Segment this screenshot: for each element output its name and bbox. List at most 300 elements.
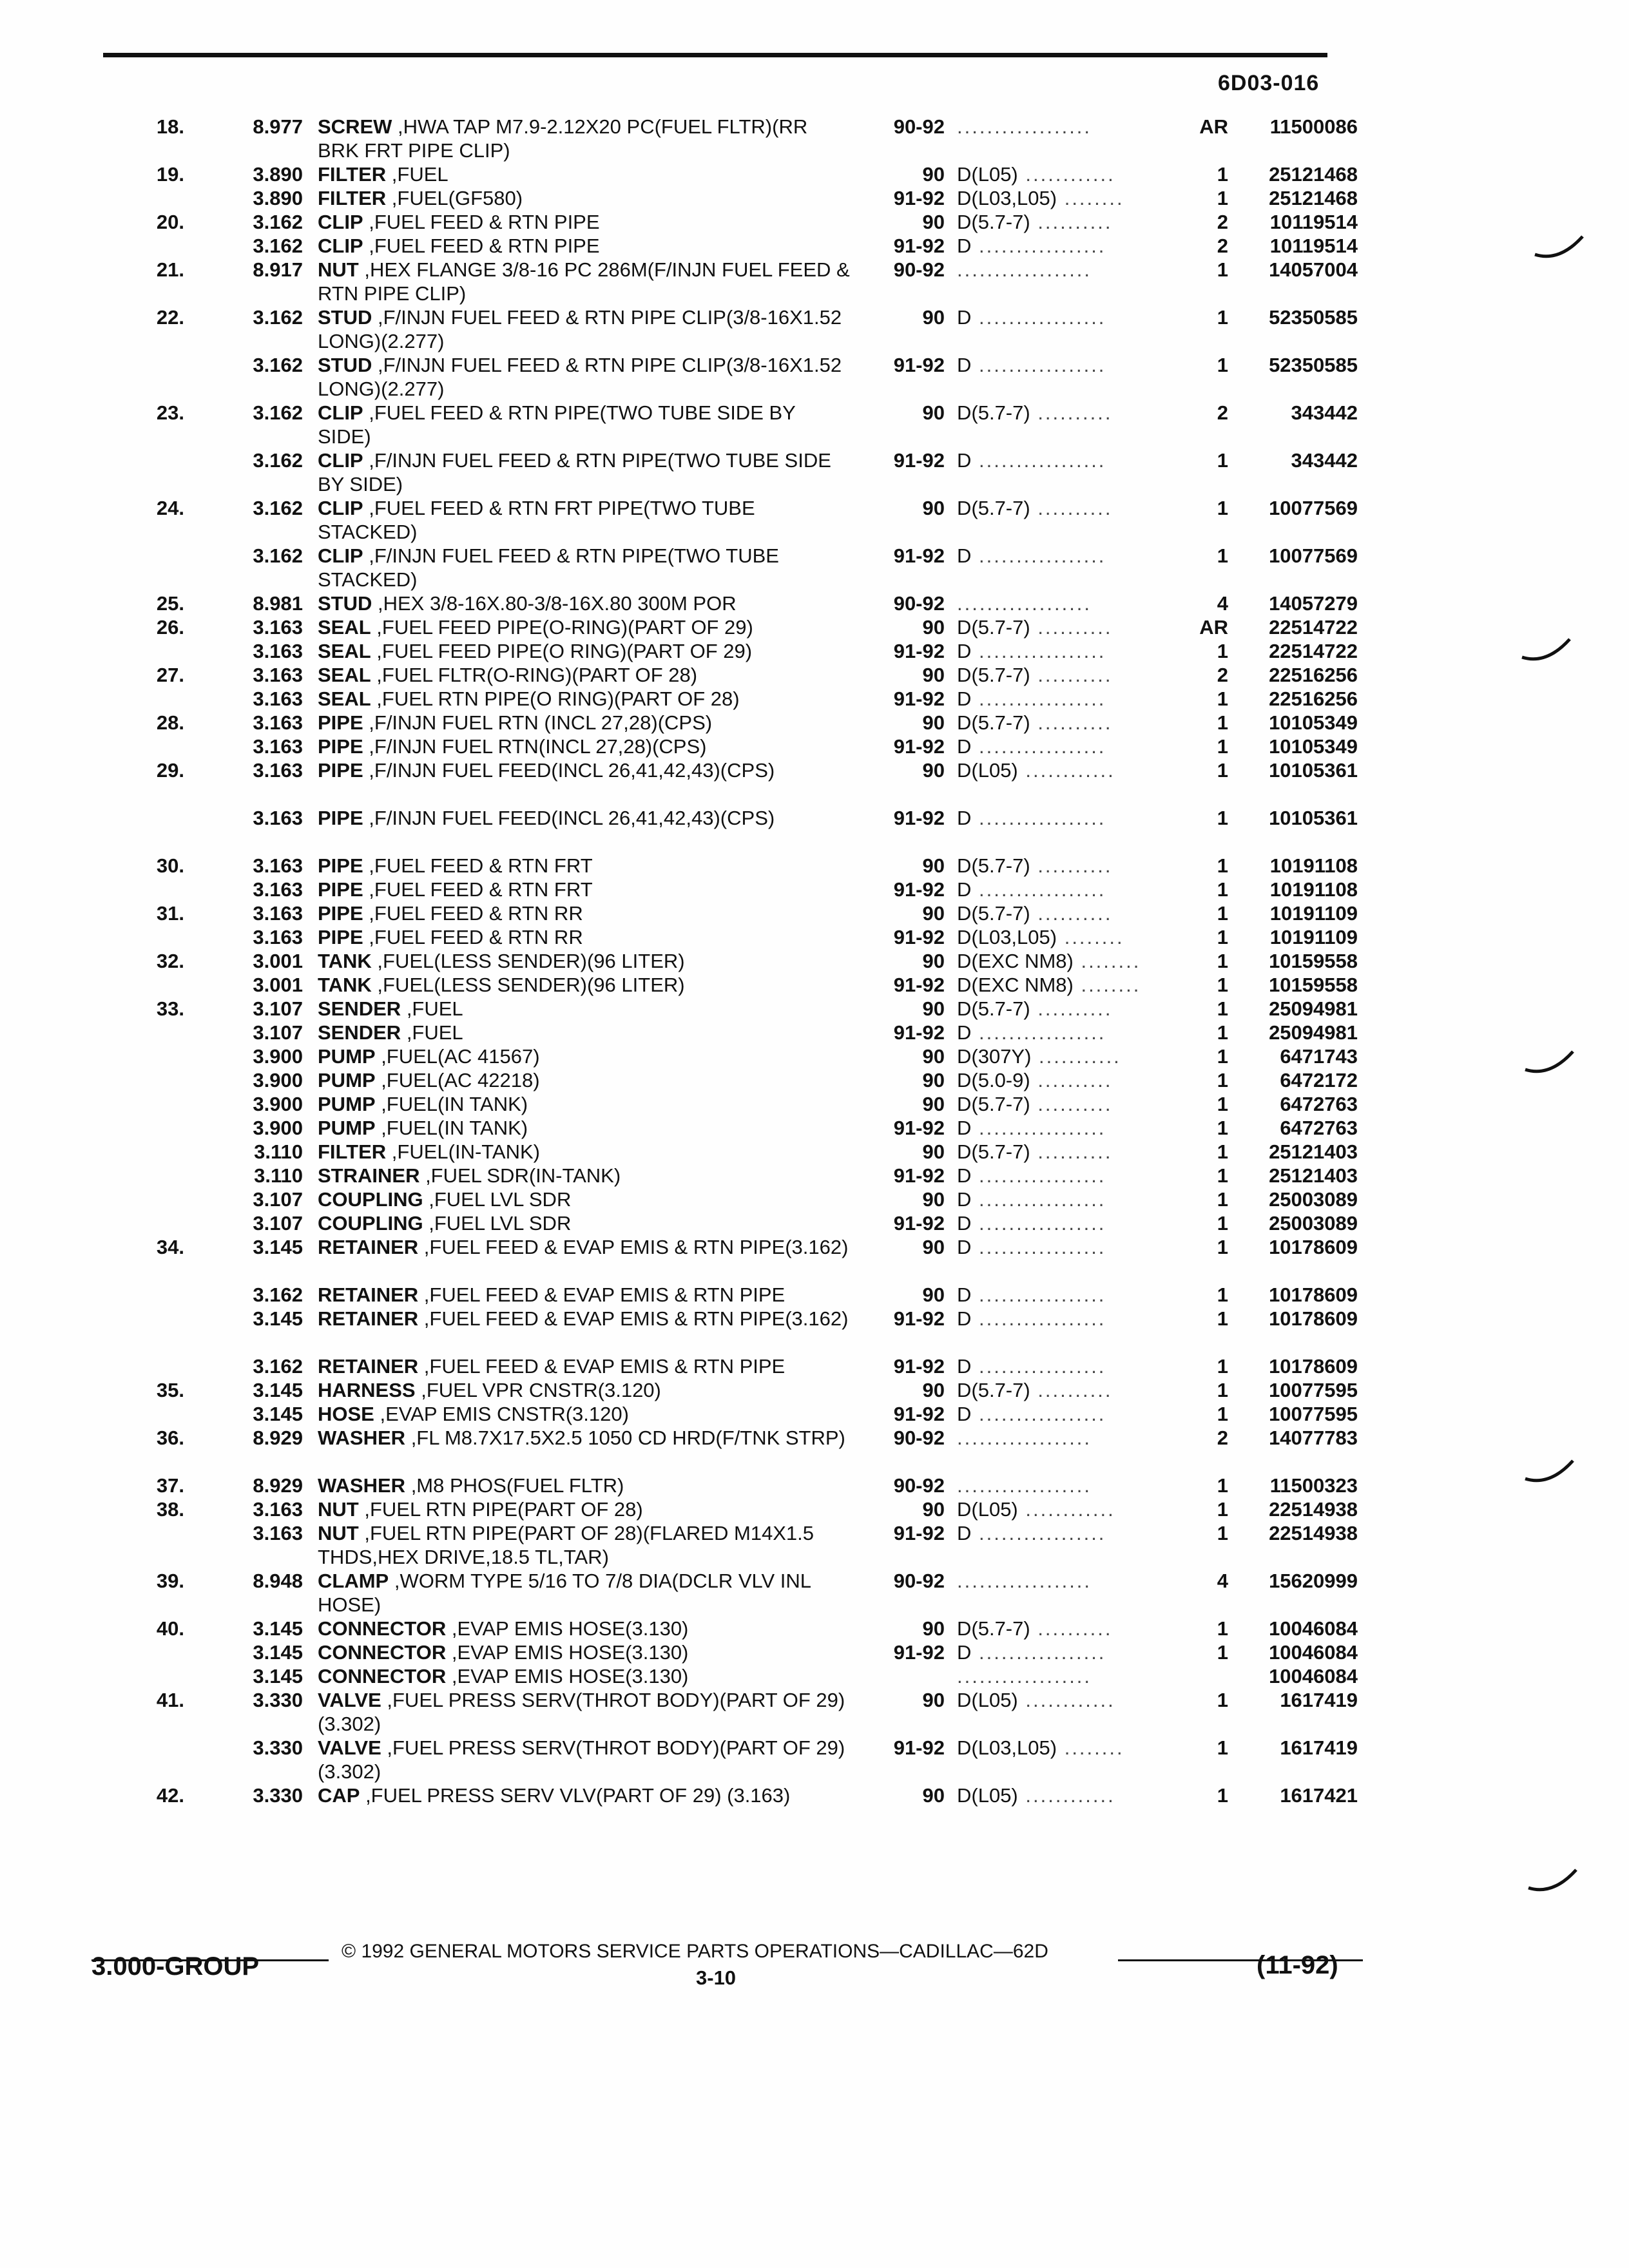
part-number: 10159558 (1269, 974, 1358, 996)
usage-code: D ................. (957, 1212, 1106, 1235)
ref-number: 25. (156, 592, 184, 615)
dot-leader: ................. (971, 354, 1106, 376)
part-number: 52350585 (1269, 354, 1358, 376)
quantity: 1 (1217, 1093, 1228, 1115)
part-description (318, 1569, 853, 1617)
part-detail: ,F/INJN FUEL FEED & RTN PIPE CLIP(3/8-16X1.52 LONG)(2.277) (318, 354, 842, 400)
part-name: FILTER (318, 187, 387, 209)
binder-mark (1524, 1459, 1576, 1488)
quantity: 1 (1217, 258, 1228, 281)
table-row (0, 639, 1629, 663)
quantity: 1 (1217, 306, 1228, 329)
model-years: 90 (922, 1236, 945, 1258)
dot-leader: .................. (957, 115, 1092, 138)
table-row (0, 1021, 1629, 1044)
part-number: 25121403 (1269, 1140, 1358, 1163)
group-number: 3.162 (253, 497, 303, 519)
part-detail: ,F/INJN FUEL FEED & RTN PIPE(TWO TUBE STACKED) (318, 544, 779, 591)
group-number: 3.110 (254, 1164, 303, 1187)
ref-number: 29. (156, 759, 184, 782)
quantity: 1 (1217, 1498, 1228, 1521)
ref-number: 40. (156, 1617, 184, 1640)
quantity: 1 (1217, 878, 1228, 901)
table-row (0, 663, 1629, 687)
model-years: 90-92 (893, 592, 945, 615)
part-name: CLIP (318, 449, 363, 472)
table-row (0, 1617, 1629, 1640)
part-detail: ,FUEL (401, 997, 463, 1020)
usage-code (957, 1426, 1189, 1450)
part-name: CLIP (318, 401, 363, 424)
part-name: PIPE (318, 902, 363, 925)
table-row (0, 305, 1629, 353)
part-name: TANK (318, 950, 372, 972)
part-number: 10159558 (1269, 950, 1358, 972)
part-name: SENDER (318, 997, 401, 1020)
ref-number: 32. (156, 950, 184, 972)
quantity: 1 (1217, 1474, 1228, 1497)
part-description (318, 735, 853, 758)
table-row (0, 544, 1629, 591)
ref-number: 38. (156, 1498, 184, 1521)
usage-code: D ................. (957, 306, 1106, 329)
usage-code: D(L05) ............ (957, 1498, 1115, 1521)
table-row (0, 901, 1629, 925)
quantity: 1 (1217, 640, 1228, 662)
quantity: 1 (1217, 854, 1228, 877)
table-row (0, 1426, 1629, 1474)
quantity: 1 (1217, 687, 1228, 710)
model-years: 90 (922, 759, 945, 782)
ref-number: 19. (156, 163, 184, 186)
usage-code: D ................. (957, 544, 1106, 567)
quantity: 1 (1217, 997, 1228, 1020)
group-number: 3.145 (253, 1617, 303, 1640)
model-years: 90 (922, 1069, 945, 1091)
dot-leader: ................. (971, 1164, 1106, 1187)
ref-number: 34. (156, 1236, 184, 1258)
part-number: 25094981 (1269, 1021, 1358, 1044)
part-number: 14057004 (1269, 258, 1358, 281)
model-years: 91-92 (893, 235, 945, 257)
quantity: 1 (1217, 950, 1228, 972)
quantity: 1 (1217, 544, 1228, 567)
group-number: 3.900 (253, 1117, 303, 1139)
part-description (318, 1283, 853, 1307)
quantity: 1 (1217, 759, 1228, 782)
quantity: 1 (1217, 1522, 1228, 1544)
parts-table (0, 115, 1629, 1831)
model-years: 91-92 (893, 354, 945, 376)
part-name: SEAL (318, 664, 371, 686)
table-row (0, 1283, 1629, 1307)
part-name: PUMP (318, 1069, 376, 1091)
quantity: 4 (1217, 592, 1228, 615)
part-number: 22516256 (1269, 664, 1358, 686)
part-description (318, 997, 853, 1021)
quantity: 1 (1217, 807, 1228, 829)
group-number: 3.163 (253, 807, 303, 829)
quantity: 2 (1217, 235, 1228, 257)
part-number: 1617421 (1280, 1784, 1358, 1807)
part-description (318, 1640, 853, 1664)
usage-code: D(307Y) ........... (957, 1045, 1121, 1068)
part-name: VALVE (318, 1736, 381, 1759)
ref-number: 41. (156, 1689, 184, 1711)
table-row (0, 1378, 1629, 1402)
part-number: 22514938 (1269, 1522, 1358, 1544)
dot-leader: ................. (971, 1641, 1106, 1664)
part-description (318, 1664, 853, 1688)
part-name: WASHER (318, 1427, 406, 1449)
usage-code: D(5.7-7) .......... (957, 401, 1113, 424)
part-detail: ,F/INJN FUEL RTN (INCL 27,28)(CPS) (363, 711, 713, 734)
model-years: 90 (922, 902, 945, 925)
model-years: 91-92 (893, 1164, 945, 1187)
dot-leader: ................. (971, 1355, 1106, 1378)
group-number: 8.981 (253, 592, 303, 615)
usage-code: D ................. (957, 1164, 1106, 1187)
part-name: CLIP (318, 235, 363, 257)
part-detail: ,FUEL FEED & RTN PIPE (363, 235, 600, 257)
group-number: 3.162 (253, 235, 303, 257)
part-name: NUT (318, 1522, 359, 1544)
dot-leader: .................. (957, 1665, 1092, 1687)
part-number: 25121468 (1269, 163, 1358, 186)
part-detail: ,FUEL FEED & RTN FRT PIPE(TWO TUBE STACKED) (318, 497, 755, 543)
part-name: PIPE (318, 711, 363, 734)
part-description (318, 162, 853, 186)
usage-code: D(L03,L05) ........ (957, 187, 1124, 209)
group-number: 3.107 (253, 1021, 303, 1044)
usage-code: D ................. (957, 807, 1106, 829)
part-number: 10046084 (1269, 1617, 1358, 1640)
model-years: 90 (922, 1045, 945, 1068)
part-number: 10077569 (1269, 544, 1358, 567)
part-detail: ,FUEL FEED PIPE(O-RING)(PART OF 29) (371, 616, 753, 639)
table-row (0, 1497, 1629, 1521)
model-years: 90 (922, 1188, 945, 1211)
model-years: 90 (922, 664, 945, 686)
usage-code: D(5.7-7) .......... (957, 1140, 1113, 1163)
part-detail: ,FUEL FEED & RTN RR (363, 902, 583, 925)
group-number: 3.900 (253, 1069, 303, 1091)
dot-leader: .......... (1030, 664, 1113, 686)
table-row (0, 1569, 1629, 1617)
part-name: FILTER (318, 1140, 387, 1163)
page-number: 3-10 (696, 1966, 737, 1989)
group-number: 3.330 (253, 1736, 303, 1759)
part-number: 10077595 (1269, 1379, 1358, 1401)
usage-code: D ................. (957, 687, 1106, 710)
model-years: 90 (922, 401, 945, 424)
usage-code: D ................. (957, 1355, 1106, 1378)
part-name: PIPE (318, 854, 363, 877)
part-name: STRAINER (318, 1164, 420, 1187)
group-number: 3.162 (253, 306, 303, 329)
quantity: 1 (1217, 902, 1228, 925)
dot-leader: ................. (971, 1403, 1106, 1425)
part-detail: ,FUEL(AC 42218) (375, 1069, 540, 1091)
group-number: 3.162 (253, 211, 303, 233)
dot-leader: .......... (1030, 616, 1113, 639)
group-number: 3.163 (253, 926, 303, 948)
part-name: HARNESS (318, 1379, 416, 1401)
usage-code: D(L03,L05) ........ (957, 926, 1124, 948)
table-row (0, 1521, 1629, 1569)
quantity: 1 (1217, 1117, 1228, 1139)
table-row (0, 687, 1629, 711)
part-description (318, 591, 853, 615)
table-row (0, 115, 1629, 162)
usage-code: D ................. (957, 1522, 1106, 1544)
group-number: 3.145 (253, 1641, 303, 1664)
usage-code: D ................. (957, 735, 1106, 758)
quantity: 1 (1217, 735, 1228, 758)
ref-number: 28. (156, 711, 184, 734)
table-row (0, 186, 1629, 210)
table-row (0, 1783, 1629, 1831)
dot-leader: ................. (971, 235, 1106, 257)
quantity: 1 (1217, 354, 1228, 376)
usage-code: D(5.0-9) .......... (957, 1069, 1113, 1091)
usage-code: D ................. (957, 878, 1106, 901)
part-description (318, 1307, 853, 1331)
dot-leader: ................. (971, 1307, 1106, 1330)
part-description (318, 1235, 853, 1259)
table-row (0, 1307, 1629, 1354)
part-number: 25003089 (1269, 1188, 1358, 1211)
model-years: 90 (922, 163, 945, 186)
part-name: STUD (318, 354, 372, 376)
binder-mark (1521, 638, 1572, 667)
part-detail: ,FUEL FEED & RTN RR (363, 926, 583, 948)
part-description (318, 663, 853, 687)
dot-leader: .......... (1030, 1093, 1113, 1115)
group-number: 3.145 (253, 1665, 303, 1687)
dot-leader: .......... (1030, 997, 1113, 1020)
dot-leader: ................. (971, 735, 1106, 758)
group-number: 3.107 (253, 997, 303, 1020)
part-number: 10105349 (1269, 735, 1358, 758)
part-description (318, 1116, 853, 1140)
quantity: 4 (1217, 1570, 1228, 1592)
part-name: TANK (318, 974, 372, 996)
usage-code: D(5.7-7) .......... (957, 1093, 1113, 1115)
part-name: PUMP (318, 1045, 376, 1068)
dot-leader: ........ (1057, 1736, 1124, 1759)
part-detail: ,FUEL PRESS SERV(THROT BODY)(PART OF 29)(3.302) (318, 1689, 845, 1735)
dot-leader: .......... (1030, 711, 1113, 734)
table-row (0, 1664, 1629, 1688)
part-name: COUPLING (318, 1188, 423, 1211)
table-row (0, 1044, 1629, 1068)
part-detail: ,FUEL FEED & RTN PIPE(TWO TUBE SIDE BY SIDE) (318, 401, 796, 448)
part-number: 25094981 (1269, 997, 1358, 1020)
part-number: 6471743 (1280, 1045, 1358, 1068)
model-years: 91-92 (893, 1641, 945, 1664)
dot-leader: ................. (971, 687, 1106, 710)
table-row (0, 1211, 1629, 1235)
dot-leader: .......... (1030, 211, 1113, 233)
part-description (318, 1354, 853, 1378)
usage-code: D(EXC NM8) ........ (957, 950, 1141, 972)
part-detail: ,FUEL (386, 163, 448, 186)
part-detail: ,FUEL FEED & RTN PIPE (363, 211, 600, 233)
date-code: (11-92) (1257, 1951, 1338, 1979)
table-row (0, 401, 1629, 448)
model-years: 91-92 (893, 926, 945, 948)
part-description (318, 711, 853, 735)
dot-leader: ................. (971, 640, 1106, 662)
part-number: 343442 (1291, 449, 1358, 472)
quantity: 1 (1217, 1140, 1228, 1163)
part-detail: ,EVAP EMIS HOSE(3.130) (446, 1665, 689, 1687)
part-description (318, 401, 853, 448)
usage-code: D ................. (957, 1021, 1106, 1044)
part-detail: ,FUEL (401, 1021, 463, 1044)
quantity: 1 (1217, 1617, 1228, 1640)
part-detail: ,FUEL FEED & EVAP EMIS & RTN PIPE(3.162) (418, 1236, 849, 1258)
table-row (0, 949, 1629, 973)
part-detail: ,FUEL(IN-TANK) (386, 1140, 540, 1163)
part-detail: ,FUEL FEED & RTN FRT (363, 878, 593, 901)
quantity: 1 (1217, 1069, 1228, 1091)
dot-leader: ................. (971, 1188, 1106, 1211)
usage-code: D(5.7-7) .......... (957, 854, 1113, 877)
model-years: 91-92 (893, 735, 945, 758)
table-row (0, 1235, 1629, 1283)
part-detail: ,FUEL FEED & EVAP EMIS & RTN PIPE(3.162) (418, 1307, 849, 1330)
part-number: 11500086 (1269, 115, 1358, 138)
usage-code: D(L03,L05) ........ (957, 1736, 1124, 1759)
usage-code: D(L05) ............ (957, 759, 1115, 782)
part-number: 52350585 (1269, 306, 1358, 329)
model-years: 90 (922, 1093, 945, 1115)
ref-number: 18. (156, 115, 184, 138)
dot-leader: ................. (971, 1021, 1106, 1044)
table-row (0, 234, 1629, 258)
table-row (0, 735, 1629, 758)
usage-code: D ................. (957, 1188, 1106, 1211)
quantity: 1 (1217, 1403, 1228, 1425)
usage-code: D(L05) ............ (957, 1689, 1115, 1711)
part-name: COUPLING (318, 1212, 423, 1235)
part-detail: ,FUEL LVL SDR (423, 1212, 572, 1235)
part-description (318, 1378, 853, 1402)
part-number: 14077783 (1269, 1427, 1358, 1449)
table-row (0, 1092, 1629, 1116)
group-number: 3.145 (253, 1379, 303, 1401)
group-number: 3.145 (253, 1307, 303, 1330)
dot-leader: ........... (1031, 1045, 1121, 1068)
part-name: SENDER (318, 1021, 401, 1044)
dot-leader: ................. (971, 544, 1106, 567)
top-rule (103, 53, 1327, 57)
part-description (318, 1044, 853, 1068)
table-row (0, 854, 1629, 878)
group-number: 3.162 (253, 401, 303, 424)
group-number: 3.163 (253, 735, 303, 758)
dot-leader: .......... (1030, 1069, 1113, 1091)
part-description (318, 234, 853, 258)
part-name: VALVE (318, 1689, 381, 1711)
dot-leader: .......... (1030, 401, 1113, 424)
part-name: CAP (318, 1784, 360, 1807)
part-number: 10178609 (1269, 1307, 1358, 1330)
group-number: 3.890 (253, 187, 303, 209)
table-row (0, 162, 1629, 186)
usage-code (957, 591, 1189, 615)
dot-leader: ............ (1017, 759, 1115, 782)
dot-leader: ................. (971, 1117, 1106, 1139)
table-row (0, 1354, 1629, 1378)
dot-leader: .......... (1030, 1140, 1113, 1163)
part-number: 10178609 (1269, 1283, 1358, 1306)
part-name: RETAINER (318, 1283, 419, 1306)
part-name: RETAINER (318, 1236, 419, 1258)
model-years: 90 (922, 997, 945, 1020)
part-description (318, 687, 853, 711)
usage-code: D ................. (957, 354, 1106, 376)
model-years: 90 (922, 497, 945, 519)
dot-leader: ............ (1017, 163, 1115, 186)
usage-code: D(5.7-7) .......... (957, 664, 1113, 686)
part-name: NUT (318, 1498, 359, 1521)
model-years: 90-92 (893, 1427, 945, 1449)
part-name: PIPE (318, 926, 363, 948)
group-number: 3.162 (253, 1355, 303, 1378)
dot-leader: ................. (971, 449, 1106, 472)
part-name: STUD (318, 306, 372, 329)
part-detail: ,FUEL RTN PIPE(PART OF 28)(FLARED M14X1.5 THDS,HEX DRIVE,18.5 TL,TAR) (318, 1522, 815, 1568)
part-number: 14057279 (1269, 592, 1358, 615)
dot-leader: .......... (1030, 1379, 1113, 1401)
quantity: 1 (1217, 711, 1228, 734)
group-number: 3.162 (253, 1283, 303, 1306)
group-number: 3.330 (253, 1784, 303, 1807)
part-detail: ,FUEL PRESS SERV(THROT BODY)(PART OF 29)(3.302) (318, 1736, 845, 1783)
part-description (318, 1783, 853, 1807)
group-number: 3.163 (253, 1498, 303, 1521)
dot-leader: ................. (971, 878, 1106, 901)
part-name: CONNECTOR (318, 1617, 447, 1640)
group-number: 3.110 (254, 1140, 303, 1163)
usage-code (957, 115, 1189, 139)
part-name: CLAMP (318, 1570, 389, 1592)
group-number: 3.107 (253, 1188, 303, 1211)
part-detail: ,FUEL(AC 41567) (375, 1045, 540, 1068)
part-detail: ,FUEL LVL SDR (423, 1188, 572, 1211)
binder-mark (1524, 1050, 1576, 1079)
dot-leader: .................. (957, 258, 1092, 281)
usage-code: D(L05) ............ (957, 1784, 1115, 1807)
ref-number: 35. (156, 1379, 184, 1401)
part-number: 1617419 (1280, 1689, 1358, 1711)
dot-leader: .................. (957, 1474, 1092, 1497)
group-number: 3.163 (253, 1522, 303, 1544)
part-detail: ,FUEL(LESS SENDER)(96 LITER) (371, 950, 685, 972)
part-number: 22516256 (1269, 687, 1358, 710)
group-number: 3.145 (253, 1403, 303, 1425)
group-number: 8.929 (253, 1427, 303, 1449)
model-years: 90 (922, 854, 945, 877)
group-number: 3.001 (253, 950, 303, 972)
group-number: 3.163 (253, 616, 303, 639)
model-years: 90 (922, 1498, 945, 1521)
page-code: 6D03-016 (1218, 71, 1320, 95)
model-years: 90-92 (893, 258, 945, 281)
